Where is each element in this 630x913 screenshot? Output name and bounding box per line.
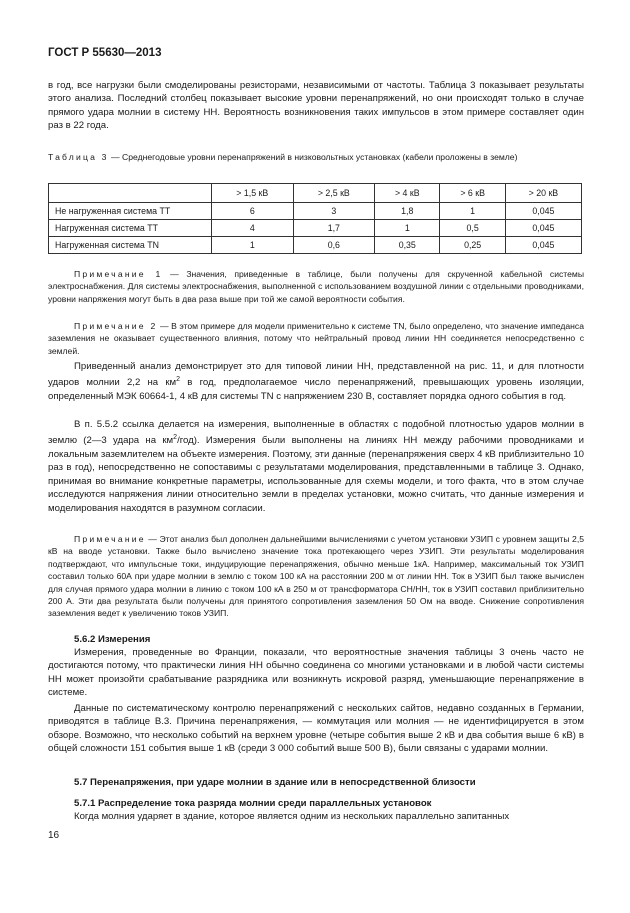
table-cell: 0,045 [505, 237, 581, 254]
row-label: Не нагруженная система ТТ [49, 203, 212, 220]
note-label: Примечание 1 [74, 269, 163, 279]
table-row [49, 220, 582, 237]
table-caption-text: — Среднегодовые уровни перенапряжений в низковольтных установках (кабели проложены в земле) [108, 152, 518, 162]
table-cell: 1,7 [293, 220, 375, 237]
text-run: /год). Измерения были выполнены на линиях НН между рабочими проводниками и локальным заземлителем на объекте измерения. Поэтому, эти данные (перенапряжения сверх 4 кВ приблизительно 10 раз в год), непосредственно не сопоставимы с результатами моделирования, представленными в таблице 3. Однако, принимая во внимание конкретные параметры, использованные для схемы модели, и того факта, что в этом случае исследуются напряжения линии относительно земли в пределах установки, можно считать, что данные измерения и моделирования находятся в разумном согласии. [48, 435, 584, 514]
header-cell: > 20 кВ [505, 184, 581, 203]
note-3 [48, 533, 584, 620]
table-cell: 0,6 [293, 237, 375, 254]
table-row [49, 203, 582, 220]
text-run: в год, предполагаемое число перенапряжений, превышающих уровень изоляции, определенный МЭК 60664-1, 4 кВ для системы TN с напряжением 230 В, составляет порядка одного события в год. [48, 377, 584, 402]
table-cell: 0,35 [375, 237, 440, 254]
measurement-paragraph [48, 418, 584, 515]
text-run: В п. 5.5.2 ссылка делается на измерения, выполненные в областях с подобной плотностью ударов молнии в землю (2—3 удара на км [48, 419, 584, 447]
note-label: Примечание 2 [74, 321, 158, 331]
table-label: Таблица 3 [48, 152, 109, 162]
header-cell: > 2,5 кВ [293, 184, 375, 203]
note-text: — Значения, приведенные в таблице, были получены для скрученной кабельной системы электроснабжения. Для системы электроснабжения, выполненной с использованием воздушной линии с отдельными проводниками, уровни напряжения могут быть в два раза выше при той же самой вероятности события. [48, 269, 585, 304]
document-header: ГОСТ Р 55630—2013 [48, 47, 162, 59]
section-5-7-title: 5.7 Перенапряжения, при ударе молнии в здание или в непосредственной близости [74, 777, 476, 788]
page-number: 16 [48, 830, 60, 841]
note-text: — Этот анализ был дополнен дальнейшими вычислениями с учетом установки УЗИП с уровнем защиты 2,5 кВ на вводе установки. Также было вычислено значение тока протекающего через УЗИП. Эти результаты моделирования подтверждают, что импульсные токи, индуцирующие перенапряжения, обычно меньше 1кА. Например, максимальный ток УЗИП составил только 60А при ударе молнии в землю с током 100 кА на расстоянии 200 м от линии НН. Ток в УЗИП был также вычислен для случая прямого удара молнии в линию с током 100 кА в 250 м от трансформатора СН/НН, ток в УЗИП составил приблизительно 200 А. Эти два результата были получены для принятого сопротивления заземления 50 Ом на вводе. Снижение сопротивления заземления ведет к увеличению токов УЗИП. [48, 534, 584, 619]
table-cell: 6 [212, 203, 294, 220]
table-caption [48, 151, 584, 163]
table-cell: 3 [293, 203, 375, 220]
table-cell: 0,045 [505, 203, 581, 220]
section-5-6-2-title: 5.6.2 Измерения [74, 634, 151, 645]
superscript: 2 [173, 434, 178, 442]
superscript: 2 [176, 376, 181, 384]
table-cell: 1 [212, 237, 294, 254]
table-row [49, 237, 582, 254]
header-cell: > 1,5 кВ [212, 184, 294, 203]
row-label: Нагруженная система TN [49, 237, 212, 254]
row-label: Нагруженная система ТТ [49, 220, 212, 237]
analysis-paragraph [48, 360, 584, 403]
table-cell: 1 [375, 220, 440, 237]
section-5-7-1-title: 5.7.1 Распределение тока разряда молнии среди параллельных установок [74, 798, 432, 809]
header-cell [49, 184, 212, 203]
note-1 [48, 268, 584, 305]
intro-paragraph: в год, все нагрузки были смоделированы резисторами, независимыми от частоты. Таблица 3 показывает результаты этого анализа. Последний столбец показывает высокие уровни перенапряжений, но они происходят только в случае прямого удара молнии в систему НН. Вероятность возникновения таких импульсов в этом примере составляет один раз в 22 года. [48, 80, 584, 132]
table-cell: 1,8 [375, 203, 440, 220]
note-label: Примечание [74, 534, 146, 544]
table-cell: 1 [440, 203, 505, 220]
section-5-6-2-para-1: Измерения, проведенные во Франции, показали, что вероятностные значения таблицы 3 очень часто не достигаются потому, что практически линия НН обычно соединена со многими установками и в любой части системы НН может произойти срабатывание разрядника или возникнуть искровой разряд, уменьшающие перенапряжение в системе. [48, 647, 584, 699]
table-cell: 4 [212, 220, 294, 237]
note-2 [48, 320, 584, 357]
note-text: — В этом примере для модели применительно к системе TN, было определено, что значение импеданса заземления не оказывает существенного влияния, потому что нейтральный провод линии НН соединяется непосредственно с землей. [48, 321, 585, 356]
table-cell: 0,25 [440, 237, 505, 254]
header-cell: > 4 кВ [375, 184, 440, 203]
table-cell: 0,045 [505, 220, 581, 237]
section-5-6-2-para-2: Данные по систематическому контролю перенапряжений с нескольких сайтов, недавно созданных в Германии, приводятся в таблице В.3. Причина перенапряжения, — коммутация или молния — не идентифицируется в этом обзоре. Возможно, что несколько событий на верхнем уровне (четыре события выше 2 кВ и два события выше 6 кВ) в общей сложности 151 события выше 1 кВ (среди 3 000 событий выше 500 В), были связаны с ударами молнии. [48, 703, 584, 755]
text-run: Приведенный анализ демонстрирует это для типовой линии НН, представленной на рис. 11, и для плотности ударов молнии 2,2 на км [48, 361, 584, 389]
section-5-7-1-para: Когда молния ударяет в здание, которое является одним из нескольких параллельно запитанных [74, 811, 510, 822]
table-header-row [49, 184, 582, 203]
table-cell: 0,5 [440, 220, 505, 237]
header-cell: > 6 кВ [440, 184, 505, 203]
overvoltage-table [48, 183, 582, 254]
